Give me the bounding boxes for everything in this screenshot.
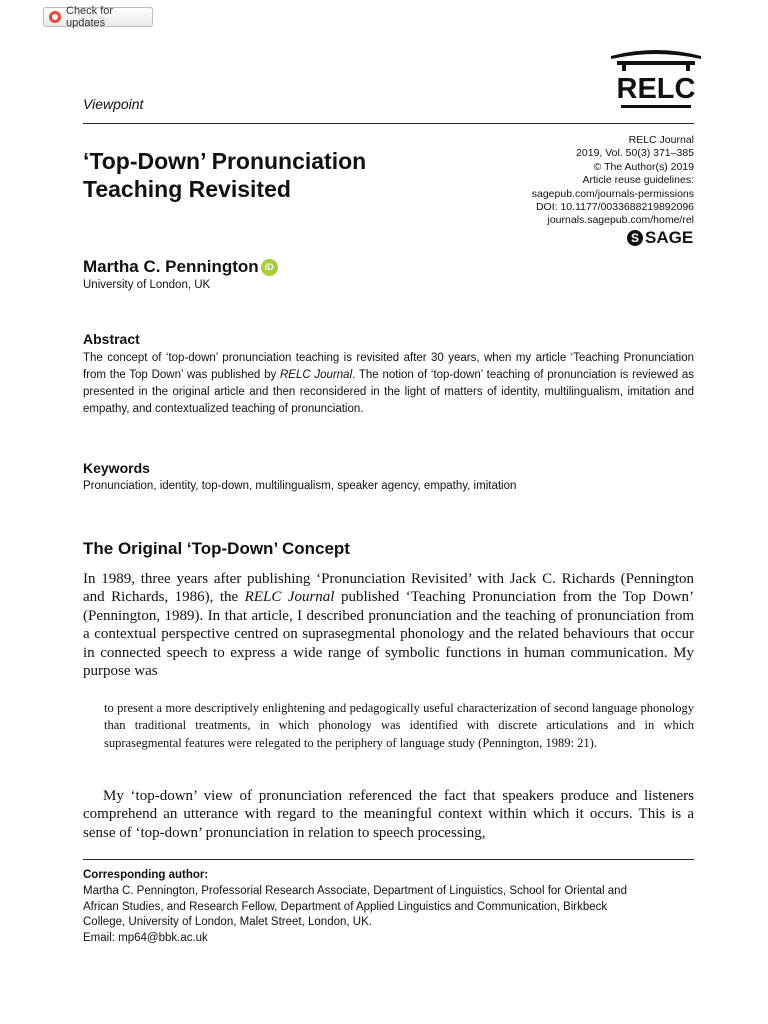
logo-text: RELC (616, 73, 696, 105)
logo-pillar-right (686, 65, 690, 71)
corresponding-author-details (83, 884, 694, 946)
body-paragraph-1 (83, 570, 694, 680)
title-line-1: ‘Top-Down’ Pronunciation (83, 148, 367, 174)
corresponding-line-3: College, University of London, Malet Street, London, UK. (83, 916, 372, 929)
abstract-text-a: The concept of ‘top-down’ pronunciation teaching is revisited after 30 years, when my article ‘Teaching Pronunciation from the Top Down’ was published by (83, 352, 694, 381)
sage-logo (627, 228, 693, 247)
section-label: Viewpoint (83, 96, 144, 112)
title-line-2: Teaching Revisited (83, 176, 291, 202)
journal-homepage-link[interactable]: journals.sagepub.com/home/rel (547, 214, 694, 227)
corresponding-author-heading: Corresponding author: (83, 869, 209, 881)
logo-pillar-left (622, 65, 626, 71)
author-name: Martha C. Pennington (83, 257, 259, 276)
corresponding-line-1: Martha C. Pennington, Professorial Research Associate, Department of Linguistics, School for Oriental and (83, 885, 627, 897)
para1-text-b: published ‘Teaching Pronunciation from the Top Down’ (Pennington, 1989). In that article, I described pronunciation and the teaching of pronunciation from a contextual perspective centred on suprasegmental phonology and the related behaviours that occur in connected speech to express a wide range of symbolic functions in human communication. My purpose was (83, 589, 694, 680)
sage-mark-icon: S (627, 230, 643, 246)
update-icon (49, 11, 61, 23)
journal-name: RELC Journal (628, 134, 694, 146)
header-rule (83, 123, 694, 124)
article-title (83, 147, 503, 203)
copyright: © The Author(s) 2019 (593, 160, 694, 173)
abstract-text (83, 350, 694, 418)
para1-text-a: In 1989, three years after publishing ‘Pronunciation Revisited’ with Jack C. Richards (Pennington and Richards, 1986), the (83, 571, 694, 606)
logo-base (621, 105, 691, 108)
author (83, 257, 278, 277)
journal-volume: 2019, Vol. 50(3) 371–385 (576, 147, 694, 160)
abstract-journal-name: RELC Journal (279, 369, 353, 381)
logo-roof (611, 50, 701, 59)
check-for-updates-label: Check for updates (66, 5, 114, 29)
sage-wordmark: SAGE (645, 227, 694, 247)
doi-link[interactable]: DOI: 10.1177/0033688219892096 (535, 201, 694, 214)
corresponding-email[interactable]: Email: mp64@bbk.ac.uk (83, 931, 208, 944)
journal-meta (532, 134, 694, 228)
abstract-heading: Abstract (83, 331, 140, 347)
keywords-heading: Keywords (83, 460, 150, 476)
block-quote: to present a more descriptively enlightening and pedagogically useful characterization of second language phonology than traditional treatments, in which phonology was identified with discrete articulations and in which suprasegmental features were relegated to the periphery of language study (Pennington, 1989: 21). (104, 701, 694, 750)
check-for-updates-button[interactable] (43, 7, 153, 27)
keywords-text: Pronunciation, identity, top-down, multilingualism, speaker agency, empathy, imitation (83, 480, 517, 492)
body-paragraph-2: My ‘top-down’ view of pronunciation referenced the fact that speakers produce and listeners comprehend an utterance with regard to the meaningful context within which it occurs. This is a sense of ‘top-down’ pronunciation in relation to speech processing, (83, 788, 694, 841)
author-affiliation: University of London, UK (83, 279, 211, 291)
relc-logo (609, 48, 703, 112)
para1-journal-name: RELC Journal (244, 589, 335, 606)
section-heading: The Original ‘Top-Down’ Concept (83, 539, 350, 558)
corresponding-line-2: African Studies, and Research Fellow, Department of Applied Linguistics and Communication, Birkbeck (83, 900, 608, 913)
reuse-guidelines: Article reuse guidelines: (582, 174, 694, 187)
footnote-rule (83, 859, 694, 860)
logo-beam (617, 61, 695, 65)
permissions-link[interactable]: sagepub.com/journals-permissions (531, 187, 694, 200)
abstract-text-b: . The notion of ‘top-down’ teaching of pronunciation is reviewed as presented in the original article and then reconsidered in the light of matters of identity, multilingualism, imitation and empathy, and contextualized teaching of pronunciation. (83, 369, 695, 415)
orcid-icon[interactable]: iD (261, 259, 278, 276)
